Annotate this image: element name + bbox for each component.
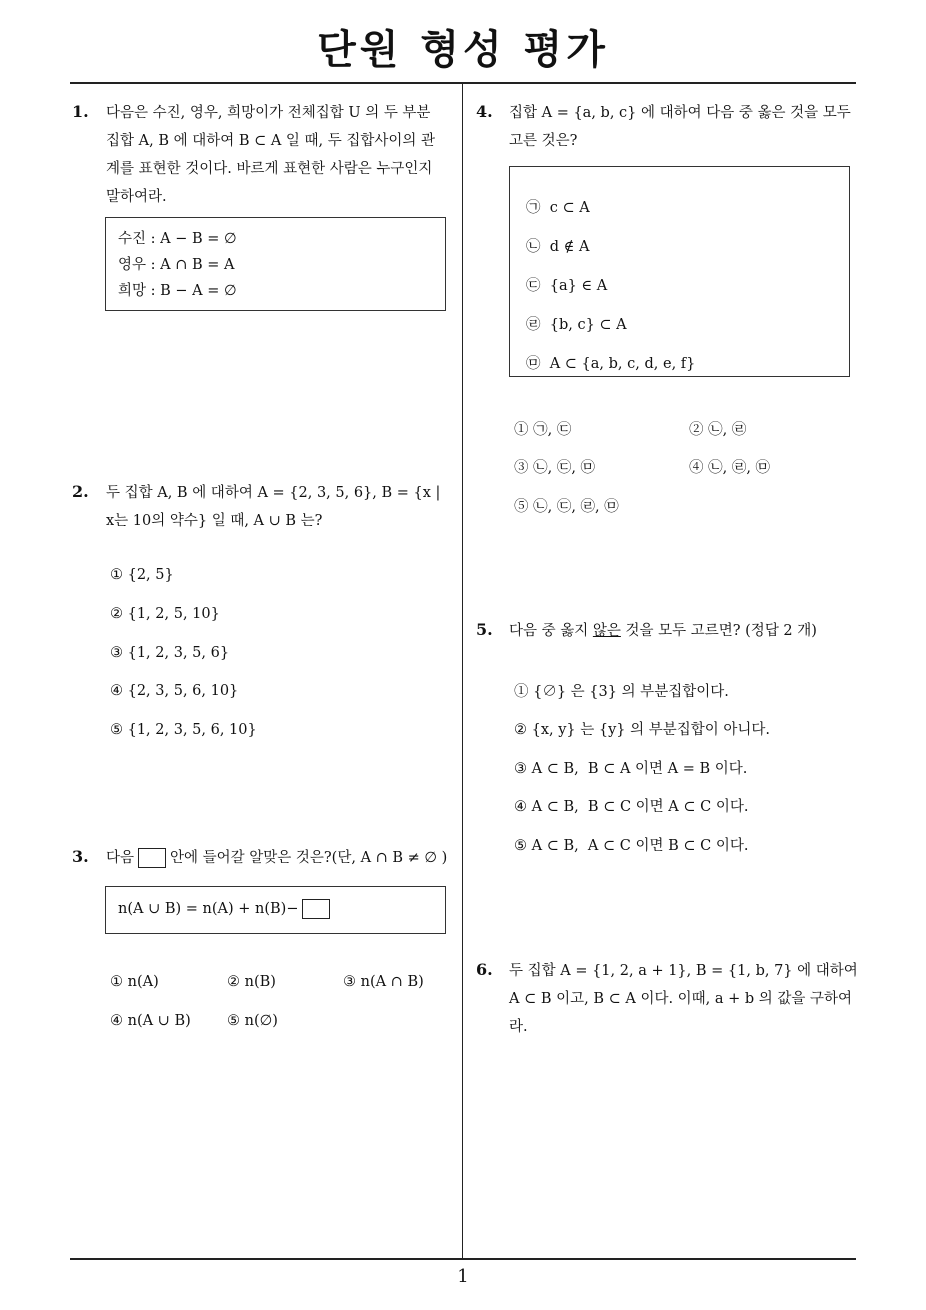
answer-box (105, 217, 446, 311)
option-2[interactable]: ② {1, 2, 5, 10} (110, 606, 220, 622)
statement: ㉢ {a} ∈ A (526, 278, 608, 294)
option-3[interactable]: ③ ㉡, ㉢, ㉤ (514, 460, 596, 476)
question-number: 2. (72, 482, 89, 501)
statement: ㉠ c ⊂ A (526, 200, 590, 216)
box-line: 영우 : A ∩ B = A (118, 257, 235, 273)
question-number: 4. (476, 102, 493, 121)
option-5[interactable]: ⑤ {1, 2, 3, 5, 6, 10} (110, 722, 257, 738)
question-text-before: 다음 중 옳지 (509, 623, 593, 639)
option-2[interactable]: ② ㉡, ㉣ (689, 422, 747, 438)
option-4[interactable]: ④ n(A ∪ B) (110, 1013, 191, 1029)
question-number: 1. (72, 102, 89, 121)
option-3[interactable]: ③ A ⊂ B, B ⊂ A 이면 A = B 이다. (514, 761, 748, 777)
option-1[interactable]: ① n(A) (110, 974, 159, 990)
question-number: 3. (72, 847, 89, 866)
question-text: 집합 A = {a, b, c} 에 대하여 다음 중 옳은 것을 모두 고른 것은? (509, 105, 851, 149)
option-1[interactable]: ① {2, 5} (110, 567, 174, 583)
box-line: 수진 : A − B = ∅ (118, 231, 237, 247)
blank-box (138, 848, 166, 868)
bottom-rule (70, 1258, 856, 1260)
statement: ㉣ {b, c} ⊂ A (526, 317, 627, 333)
formula-box (105, 886, 446, 934)
blank-box (302, 899, 330, 919)
option-2[interactable]: ② {x, y} 는 {y} 의 부분집합이 아니다. (514, 722, 771, 738)
statements-box (509, 166, 850, 377)
page-title: 단원 형성 평가 (317, 27, 609, 73)
option-5[interactable]: ⑤ ㉡, ㉢, ㉣, ㉤ (514, 499, 619, 515)
question-text: 두 집합 A, B 에 대하여 A = {2, 3, 5, 6}, B = {x | x는 10의 약수} 일 때, A ∪ B 는? (106, 485, 441, 529)
page-number: 1 (457, 1266, 469, 1287)
option-4[interactable]: ④ {2, 3, 5, 6, 10} (110, 683, 239, 699)
emphasis-text: 않은 (592, 623, 621, 639)
option-5[interactable]: ⑤ A ⊂ B, A ⊂ C 이면 B ⊂ C 이다. (514, 838, 749, 854)
statement: ㉤ A ⊂ {a, b, c, d, e, f} (526, 356, 696, 372)
option-4[interactable]: ④ ㉡, ㉣, ㉤ (689, 460, 771, 476)
question-text (106, 844, 458, 872)
question-number: 5. (476, 620, 493, 639)
question-text: 두 집합 A = {1, 2, a + 1}, B = {1, b, 7} 에 대하여 A ⊂ B 이고, B ⊂ A 이다. 이때, a + b 의 값을 구하여 라. (509, 963, 858, 1035)
question-number: 6. (476, 960, 493, 979)
formula-text: n(A ∪ B) = n(A) + n(B)− (118, 901, 299, 917)
option-1[interactable]: ① ㉠, ㉢ (514, 422, 572, 438)
question-text-after: 안에 들어갈 알맞은 것은?(단, A ∩ B ≠ ∅ ) (170, 850, 448, 866)
option-4[interactable]: ④ A ⊂ B, B ⊂ C 이면 A ⊂ C 이다. (514, 799, 749, 815)
box-line: 희망 : B − A = ∅ (118, 283, 237, 299)
question-text-after: 것을 모두 고르면? (정답 2 개) (620, 623, 817, 639)
question-text: 다음은 수진, 영우, 희망이가 전체집합 U 의 두 부분 집합 A, B 에 대하여 B ⊂ A 일 때, 두 집합사이의 관 계를 표현한 것이다. 바르게 표현한 사람은 누구인지 말하여라. (106, 105, 436, 205)
column-divider (462, 83, 463, 1259)
statement: ㉡ d ∉ A (526, 239, 590, 255)
question-text (509, 617, 861, 645)
option-3[interactable]: ③ n(A ∩ B) (343, 974, 424, 990)
option-2[interactable]: ② n(B) (227, 974, 276, 990)
question-text-before: 다음 (106, 850, 135, 866)
option-1[interactable]: ① {∅} 은 {3} 의 부분집합이다. (514, 684, 729, 700)
option-5[interactable]: ⑤ n(∅) (227, 1013, 278, 1029)
option-3[interactable]: ③ {1, 2, 3, 5, 6} (110, 645, 230, 661)
